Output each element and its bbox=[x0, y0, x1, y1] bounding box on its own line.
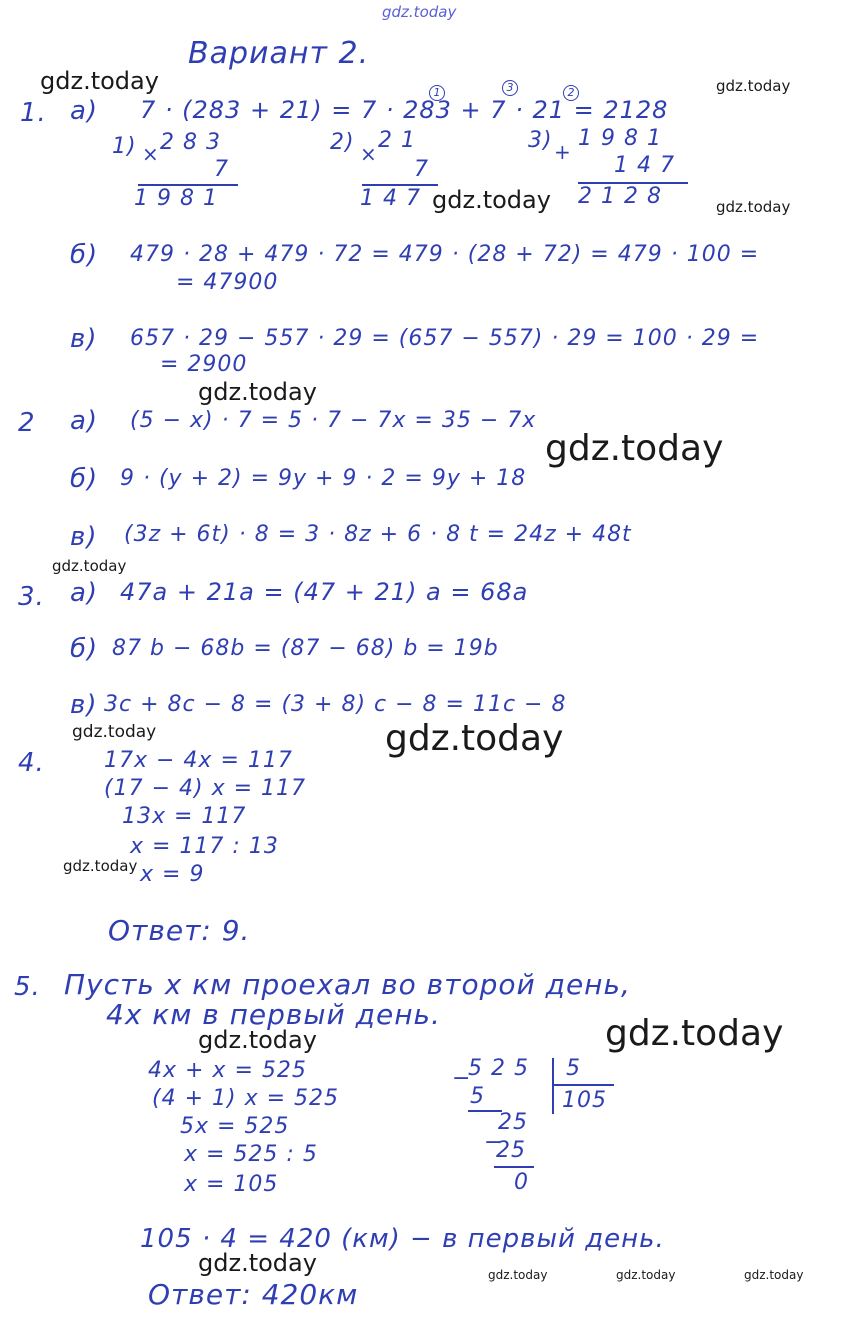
expression: 479 · 28 + 479 · 72 = 479 · (28 + 72) = 479 · 100 = bbox=[130, 242, 760, 267]
watermark: gdz.today bbox=[716, 198, 791, 216]
division-step: 25 bbox=[496, 1138, 526, 1163]
watermark: gdz.today bbox=[40, 67, 159, 95]
expression-continued: = 2900 bbox=[160, 352, 248, 377]
watermark: gdz.today bbox=[198, 1026, 317, 1054]
equation-line: 5x = 525 bbox=[180, 1114, 290, 1139]
column-operand: 1 9 8 1 bbox=[578, 126, 662, 151]
expression: 87 b − 68b = (87 − 68) b = 19b bbox=[112, 636, 499, 661]
watermark-top: gdz.today bbox=[382, 3, 457, 21]
watermark: gdz.today bbox=[432, 186, 551, 214]
division-bar bbox=[552, 1058, 554, 1114]
watermark: gdz.today bbox=[716, 77, 791, 95]
column-result: 1 4 7 bbox=[360, 186, 421, 211]
equation-line: x = 117 : 13 bbox=[130, 834, 279, 859]
equation-line: 13x = 117 bbox=[122, 804, 247, 829]
watermark: gdz.today bbox=[605, 1013, 784, 1054]
result-line: 105 · 4 = 420 (км) − в первый день. bbox=[140, 1224, 665, 1254]
watermark: gdz.today bbox=[385, 718, 564, 759]
division-step: 25 bbox=[498, 1110, 528, 1135]
expression: (5 − x) · 7 = 5 · 7 − 7x = 35 − 7x bbox=[130, 408, 537, 433]
equation-line: 4x + x = 525 bbox=[148, 1058, 307, 1083]
expression: (3z + 6t) · 8 = 3 · 8z + 6 · 8 t = 24z + 48t bbox=[124, 522, 632, 547]
division-line bbox=[468, 1110, 502, 1112]
problem-text: Пусть x км проехал во второй день, bbox=[64, 968, 631, 1001]
equation-line: 17x − 4x = 117 bbox=[104, 748, 293, 773]
division-dividend: 5 2 5 bbox=[468, 1056, 529, 1081]
operation-sign: × bbox=[360, 142, 378, 166]
watermark: gdz.today bbox=[545, 428, 724, 469]
task-number: 1. bbox=[20, 98, 47, 128]
expression: 9 · (y + 2) = 9y + 9 · 2 = 9y + 18 bbox=[120, 466, 527, 491]
expression-continued: = 47900 bbox=[176, 270, 279, 295]
answer: Ответ: 9. bbox=[108, 914, 251, 947]
item-label: в) bbox=[70, 690, 98, 720]
task-number: 2 bbox=[18, 408, 36, 438]
column-operand: 7 bbox=[414, 157, 429, 182]
page-title: Вариант 2. bbox=[188, 36, 370, 71]
watermark: gdz.today bbox=[616, 1268, 676, 1282]
division-remainder: 0 bbox=[514, 1170, 529, 1195]
expression: 3c + 8c − 8 = (3 + 8) c − 8 = 11c − 8 bbox=[104, 692, 567, 717]
column-operand: 2 1 bbox=[378, 128, 416, 153]
expression: 7 · (283 + 21) = 7 · 283 + 7 · 21 = 2128 bbox=[140, 96, 669, 124]
step-label: 1) bbox=[112, 134, 137, 159]
equation-line: x = 525 : 5 bbox=[184, 1142, 318, 1167]
item-label: в) bbox=[70, 324, 98, 354]
task-number: 4. bbox=[18, 748, 45, 778]
problem-text: 4x км в первый день. bbox=[106, 998, 441, 1031]
operation-sign: + bbox=[554, 140, 572, 164]
expression: 47a + 21a = (47 + 21) a = 68a bbox=[120, 578, 529, 606]
operation-sign: × bbox=[142, 142, 160, 166]
step-label: 2) bbox=[330, 130, 355, 155]
division-quotient: 105 bbox=[562, 1088, 607, 1113]
watermark: gdz.today bbox=[63, 857, 138, 875]
equation-line: x = 9 bbox=[140, 862, 205, 887]
column-operand: 2 8 3 bbox=[160, 130, 221, 155]
equation-line: (4 + 1) x = 525 bbox=[152, 1086, 340, 1111]
watermark: gdz.today bbox=[744, 1268, 804, 1282]
column-operand: 1 4 7 bbox=[614, 153, 675, 178]
item-label: в) bbox=[70, 522, 98, 552]
item-label: б) bbox=[70, 634, 99, 664]
task-number: 5. bbox=[14, 972, 41, 1002]
column-result: 1 9 8 1 bbox=[134, 186, 218, 211]
watermark: gdz.today bbox=[488, 1268, 548, 1282]
task-number: 3. bbox=[18, 582, 45, 612]
order-mark: 3 bbox=[502, 80, 518, 96]
order-mark: 2 bbox=[563, 85, 579, 101]
item-label: а) bbox=[70, 578, 99, 608]
step-label: 3) bbox=[528, 128, 553, 153]
watermark: gdz.today bbox=[198, 1249, 317, 1277]
division-divisor: 5 bbox=[566, 1056, 581, 1081]
item-label: а) bbox=[70, 406, 99, 436]
division-step: 5 bbox=[470, 1084, 485, 1109]
division-minus: − bbox=[452, 1066, 472, 1091]
equation-line: (17 − 4) x = 117 bbox=[104, 776, 307, 801]
watermark: gdz.today bbox=[72, 722, 157, 742]
answer: Ответ: 420км bbox=[148, 1278, 359, 1311]
division-line bbox=[494, 1166, 534, 1168]
division-bar bbox=[552, 1084, 614, 1086]
equation-line: x = 105 bbox=[184, 1172, 279, 1197]
division-minus: − bbox=[484, 1130, 504, 1155]
order-mark: 1 bbox=[429, 85, 445, 101]
item-label: а) bbox=[70, 96, 99, 126]
item-label: б) bbox=[70, 464, 99, 494]
item-label: б) bbox=[70, 240, 99, 270]
column-operand: 7 bbox=[214, 157, 229, 182]
expression: 657 · 29 − 557 · 29 = (657 − 557) · 29 = 100 · 29 = bbox=[130, 326, 760, 351]
watermark: gdz.today bbox=[52, 557, 127, 575]
column-result: 2 1 2 8 bbox=[578, 184, 662, 209]
watermark: gdz.today bbox=[198, 378, 317, 406]
